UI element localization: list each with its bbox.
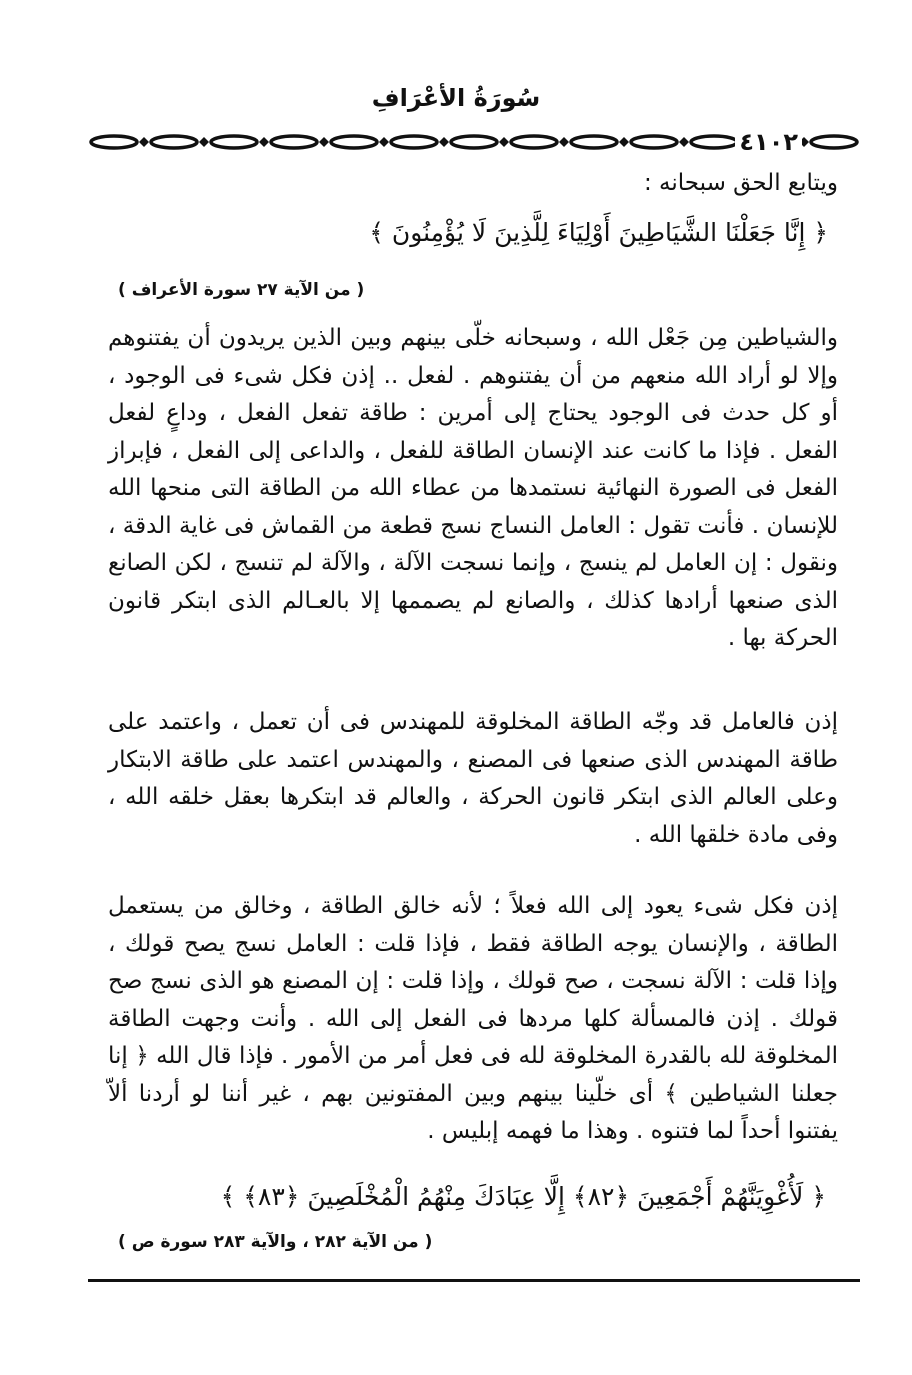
paragraph-3: إذن فكل شىء يعود إلى الله فعلاً ؛ لأنه خالق الطاقة ، وخالق من يستعمل الطاقة ، والإنسان يوجه الطاقة فقط ، فإذا قلت : العامل نسج يصح قولك ، وإذا قلت : الآلة نسجت ، صح قولك ، وإذا قلت : إن المصنع هو الذى نسج صح قولك . إذن فالمسألة كلها مردها فى الفعل إلى الله . وأنت وجهت الطاقة المخلوقة لله بالقدرة المخلوقة لله فى فعل أمر من الأمور . فإذا قال الله ﴿ إنا جعلنا الشياطين ﴾ أى خلّينا بينهم وبين المفتونين بهم ، غير أننا لو أردنا ألاّ يفتنوا أحداً لما فتنوه . وهذا ما فهمه إبليس .	[108, 893, 838, 1144]
chain-diamond	[619, 137, 629, 147]
paragraph-1: والشياطين مِن جَعْل الله ، وسبحانه خلّى بينهم وبين الذين يريدون أن يفتنوهم وإلا لو أراد الله منعهم من أن يفتنوهم . لفعل .. إذن فكل شىء فى الوجود ، أو كل حدث فى الوجود يحتاج إلى أمرين : طاقة تفعل الفعل ، وداعٍ لفعل الفعل . فإذا ما كانت عند الإنسان الطاقة للفعل ، والداعى إلى الفعل ، فإبراز الفعل فى الصورة النهائية نستمدها من عطاء الله من الطاقة التى منحها الله للإنسان . فأنت تقول : العامل النساج نسج قطعة من القماش فى غاية الدقة ، ونقول : إن العامل لم ينسج ، وإنما نسجت الآلة ، والآلة لم تنسج ، لكن الصانع الذى صنعها أرادها كذلك ، والصانع لم يصممها إلا بالعـالم الذى ابتكر قانون الحركة بها .	[108, 325, 838, 651]
chain-link	[331, 136, 377, 148]
intro-line: ويتابع الحق سبحانه :	[643, 170, 838, 196]
chain-diamond	[139, 137, 149, 147]
chain-link	[631, 136, 677, 148]
chain-diamond	[559, 137, 569, 147]
chain-link	[211, 136, 257, 148]
verse-1-citation: ( من الآية ٢٧ سورة الأعراف )	[118, 280, 365, 300]
chain-link	[571, 136, 617, 148]
chain-link	[511, 136, 557, 148]
chain-diamond	[499, 137, 509, 147]
quran-verse-1: ﴿ إِنَّا جَعَلْنَا الشَّيَاطِينَ أَوْلِيَاءَ لِلَّذِينَ لَا يُؤْمِنُونَ ﴾	[369, 218, 828, 247]
chain-diamond	[679, 137, 689, 147]
chain-diamond	[199, 137, 209, 147]
surah-title: سُورَةُ الأعْرَافِ	[371, 84, 541, 112]
chain-diamond	[379, 137, 389, 147]
chain-link	[691, 136, 737, 148]
chain-link	[271, 136, 317, 148]
chain-diamond	[259, 137, 269, 147]
chain-diamond	[439, 137, 449, 147]
paragraph-2: إذن فالعامل قد وجّه الطاقة المخلوقة للمهندس فى أن تعمل ، واعتمد على طاقة المهندس الذى صنعها فى المصنع ، والمهندس اعتمد على طاقة الابتكار وعلى العالم الذى ابتكر قانون الحركة ، والعالم قد ابتكرها بعقل خلقه الله ، وفى مادة خلقها الله .	[108, 709, 838, 848]
quran-verse-2: ﴿ لَأُغْوِيَنَّهُمْ أَجْمَعِينَ ﴿٨٢﴾ إِلَّا عِبَادَكَ مِنْهُمُ الْمُخْلَصِينَ ﴿٨٣﴾ ﴾	[220, 1182, 826, 1211]
footer-rule	[88, 1279, 860, 1282]
chain-link	[151, 136, 197, 148]
chain-link	[91, 136, 137, 148]
header-ornament-band	[88, 126, 860, 158]
chain-link	[811, 136, 857, 148]
verse-2-citation: ( من الآية ٢٨٢ ، والآية ٢٨٣ سورة ص )	[118, 1232, 433, 1252]
page-number: ٤١٠٢	[735, 126, 802, 158]
chain-link	[451, 136, 497, 148]
chain-diamond	[319, 137, 329, 147]
chain-link	[391, 136, 437, 148]
